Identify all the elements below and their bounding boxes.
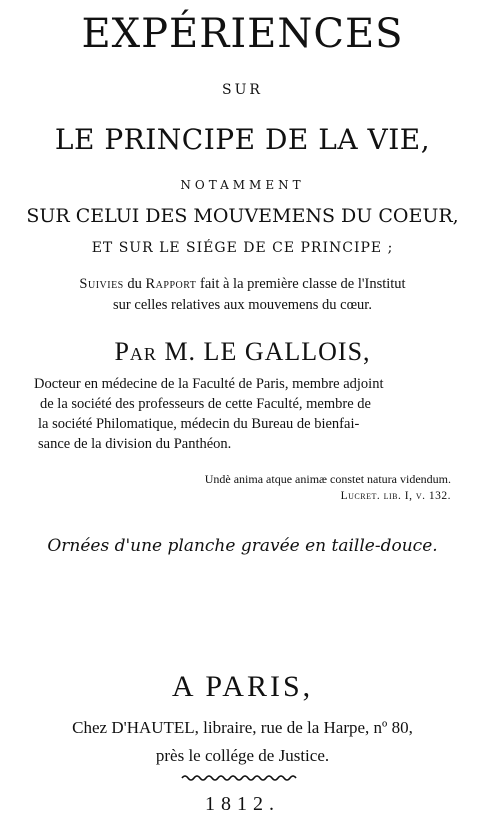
suivies-line-2: sur celles relatives aux mouvemens du cœur. xyxy=(113,297,372,313)
epigraph-source: Lucret. lib. I, v. 132. xyxy=(340,490,451,502)
credentials-line: de la société des professeurs de cette Faculté, membre de xyxy=(40,396,371,412)
epigraph-text: Undè anima atque animæ constet natura videndum. xyxy=(204,472,451,486)
main-title: EXPÉRIENCES xyxy=(81,11,404,57)
author-name: M. LE GALLOIS, xyxy=(156,337,371,366)
suivies-du: du xyxy=(123,276,146,292)
plate-note: Ornées d'une planche gravée en taille-douce. xyxy=(47,536,438,556)
imprint-publisher: Chez D'HAUTEL, libraire, rue de la Harpe, nº 80, xyxy=(72,718,413,737)
credentials-line: Docteur en médecine de la Faculté de Paris, membre adjoint xyxy=(34,376,384,392)
ornamental-rule xyxy=(180,774,300,782)
credentials-line: sance de la division du Panthéon. xyxy=(38,436,232,452)
subtitle-celui: SUR CELUI DES MOUVEMENS DU COEUR, xyxy=(26,205,459,227)
imprint-address: près le collége de Justice. xyxy=(155,746,330,765)
publication-year: 1812. xyxy=(205,793,280,815)
subtitle-notamment: NOTAMMENT xyxy=(180,178,305,192)
rapport-word: Rapport xyxy=(145,276,197,292)
imprint-city: A PARIS, xyxy=(171,670,314,703)
subtitle-siege: ET SUR LE SIÉGE DE CE PRINCIPE ; xyxy=(91,240,394,256)
suivies-word: Suivies xyxy=(79,276,124,292)
subtitle-sur: SUR xyxy=(222,82,263,98)
suivies-rest: fait à la première classe de l'Institut xyxy=(196,276,406,292)
author-par: Par xyxy=(114,337,157,366)
credentials-line: la société Philomatique, médecin du Bureau de bienfai- xyxy=(38,416,360,432)
subtitle-principe: LE PRINCIPE DE LA VIE, xyxy=(54,123,431,156)
